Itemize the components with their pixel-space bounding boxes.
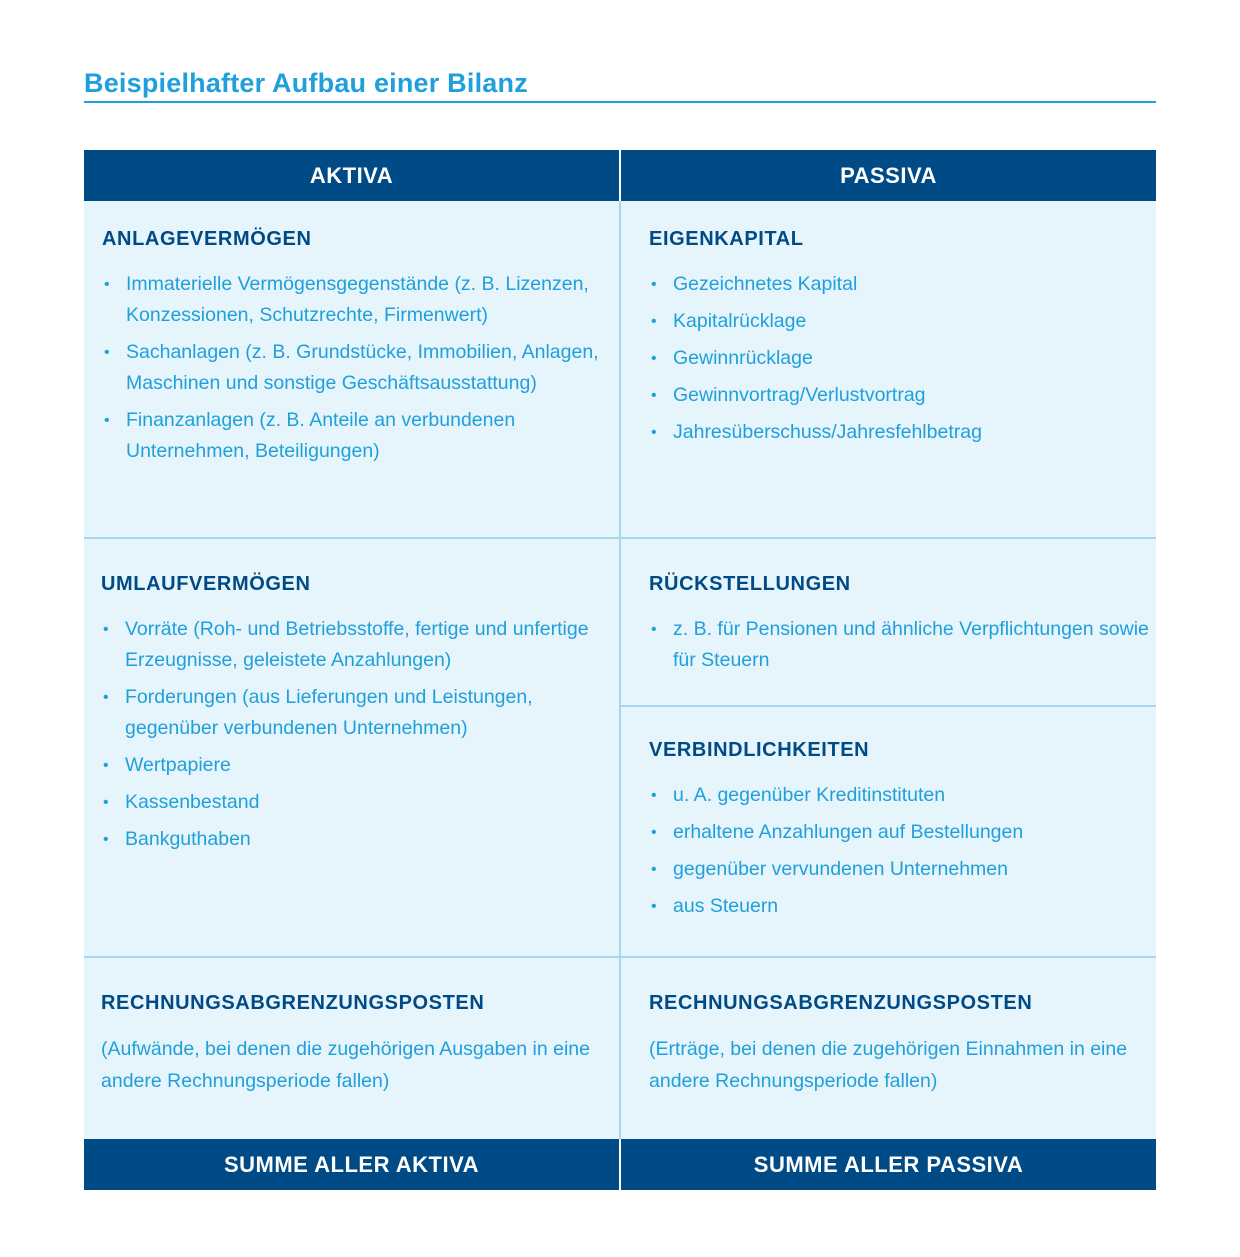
row-divider-passiva xyxy=(621,705,1156,707)
section-heading: EIGENKAPITAL xyxy=(649,228,804,250)
item-list xyxy=(101,614,606,855)
item-list xyxy=(649,780,1149,922)
section-umlaufvermoegen xyxy=(101,573,606,861)
footer-divider xyxy=(619,1139,621,1190)
page-title: Beispielhafter Aufbau einer Bilanz xyxy=(84,68,528,98)
list-item: • Immaterielle Vermögensgegenstände (z. B. Lizenzen, Konzessionen, Schutzrechte, Firmenwert) xyxy=(102,269,607,331)
footer-summe-passiva: SUMME ALLER PASSIVA xyxy=(621,1139,1156,1190)
list-item: • Gewinnrücklage xyxy=(649,343,1149,374)
list-item: • Sachanlagen (z. B. Grundstücke, Immobilien, Anlagen, Maschinen und sonstige Geschäftsausstattung) xyxy=(102,337,607,399)
section-text: (Aufwände, bei denen die zugehörigen Ausgaben in eine andere Rechnungsperiode fallen) xyxy=(101,1038,590,1092)
row-divider-1 xyxy=(84,537,1156,539)
header-aktiva: AKTIVA xyxy=(84,150,619,201)
list-item: • Kapitalrücklage xyxy=(649,306,1149,337)
section-eigenkapital xyxy=(649,228,1149,454)
row-divider-2 xyxy=(84,956,1156,958)
section-heading: RECHNUNGSABGRENZUNGSPOSTEN xyxy=(649,992,1033,1014)
column-divider xyxy=(619,150,621,1190)
section-verbindlichkeiten xyxy=(649,739,1149,928)
section-heading: VERBINDLICHKEITEN xyxy=(649,739,870,761)
section-rueckstellungen xyxy=(649,573,1149,682)
list-item: • z. B. für Pensionen und ähnliche Verpflichtungen sowie für Steuern xyxy=(649,614,1149,676)
list-item: • Kassenbestand xyxy=(101,787,606,818)
list-item: • Gewinnvortrag/Verlustvortrag xyxy=(649,380,1149,411)
header-passiva: PASSIVA xyxy=(621,150,1156,201)
list-item: • Gezeichnetes Kapital xyxy=(649,269,1149,300)
list-item: • Wertpapiere xyxy=(101,750,606,781)
section-heading: RECHNUNGSABGRENZUNGSPOSTEN xyxy=(101,992,485,1014)
list-item: • u. A. gegenüber Kreditinstituten xyxy=(649,780,1149,811)
list-item: • Bankguthaben xyxy=(101,824,606,855)
list-item: • Finanzanlagen (z. B. Anteile an verbundenen Unternehmen, Beteiligungen) xyxy=(102,405,607,467)
item-list xyxy=(102,269,607,467)
item-list xyxy=(649,614,1149,676)
list-item: • gegenüber vervundenen Unternehmen xyxy=(649,854,1149,885)
section-heading: RÜCKSTELLUNGEN xyxy=(649,573,851,595)
section-anlagevermoegen xyxy=(102,228,607,473)
section-text: (Erträge, bei denen die zugehörigen Einnahmen in eine andere Rechnungsperiode fallen) xyxy=(649,1038,1128,1092)
section-rap-aktiva xyxy=(101,992,606,1097)
list-item: • aus Steuern xyxy=(649,891,1149,922)
list-item: • Forderungen (aus Lieferungen und Leistungen, gegenüber verbundenen Unternehmen) xyxy=(101,682,606,744)
section-rap-passiva xyxy=(649,992,1149,1097)
list-item: • Vorräte (Roh- und Betriebsstoffe, fertige und unfertige Erzeugnisse, geleistete Anzahlungen) xyxy=(101,614,606,676)
item-list xyxy=(649,269,1149,448)
header-divider xyxy=(619,150,621,201)
section-heading: ANLAGEVERMÖGEN xyxy=(102,228,312,250)
list-item: • erhaltene Anzahlungen auf Bestellungen xyxy=(649,817,1149,848)
section-heading: UMLAUFVERMÖGEN xyxy=(101,573,311,595)
title-underline xyxy=(84,101,1156,103)
list-item: • Jahresüberschuss/Jahresfehlbetrag xyxy=(649,417,1149,448)
balance-sheet-table xyxy=(84,150,1156,1190)
footer-summe-aktiva: SUMME ALLER AKTIVA xyxy=(84,1139,619,1190)
